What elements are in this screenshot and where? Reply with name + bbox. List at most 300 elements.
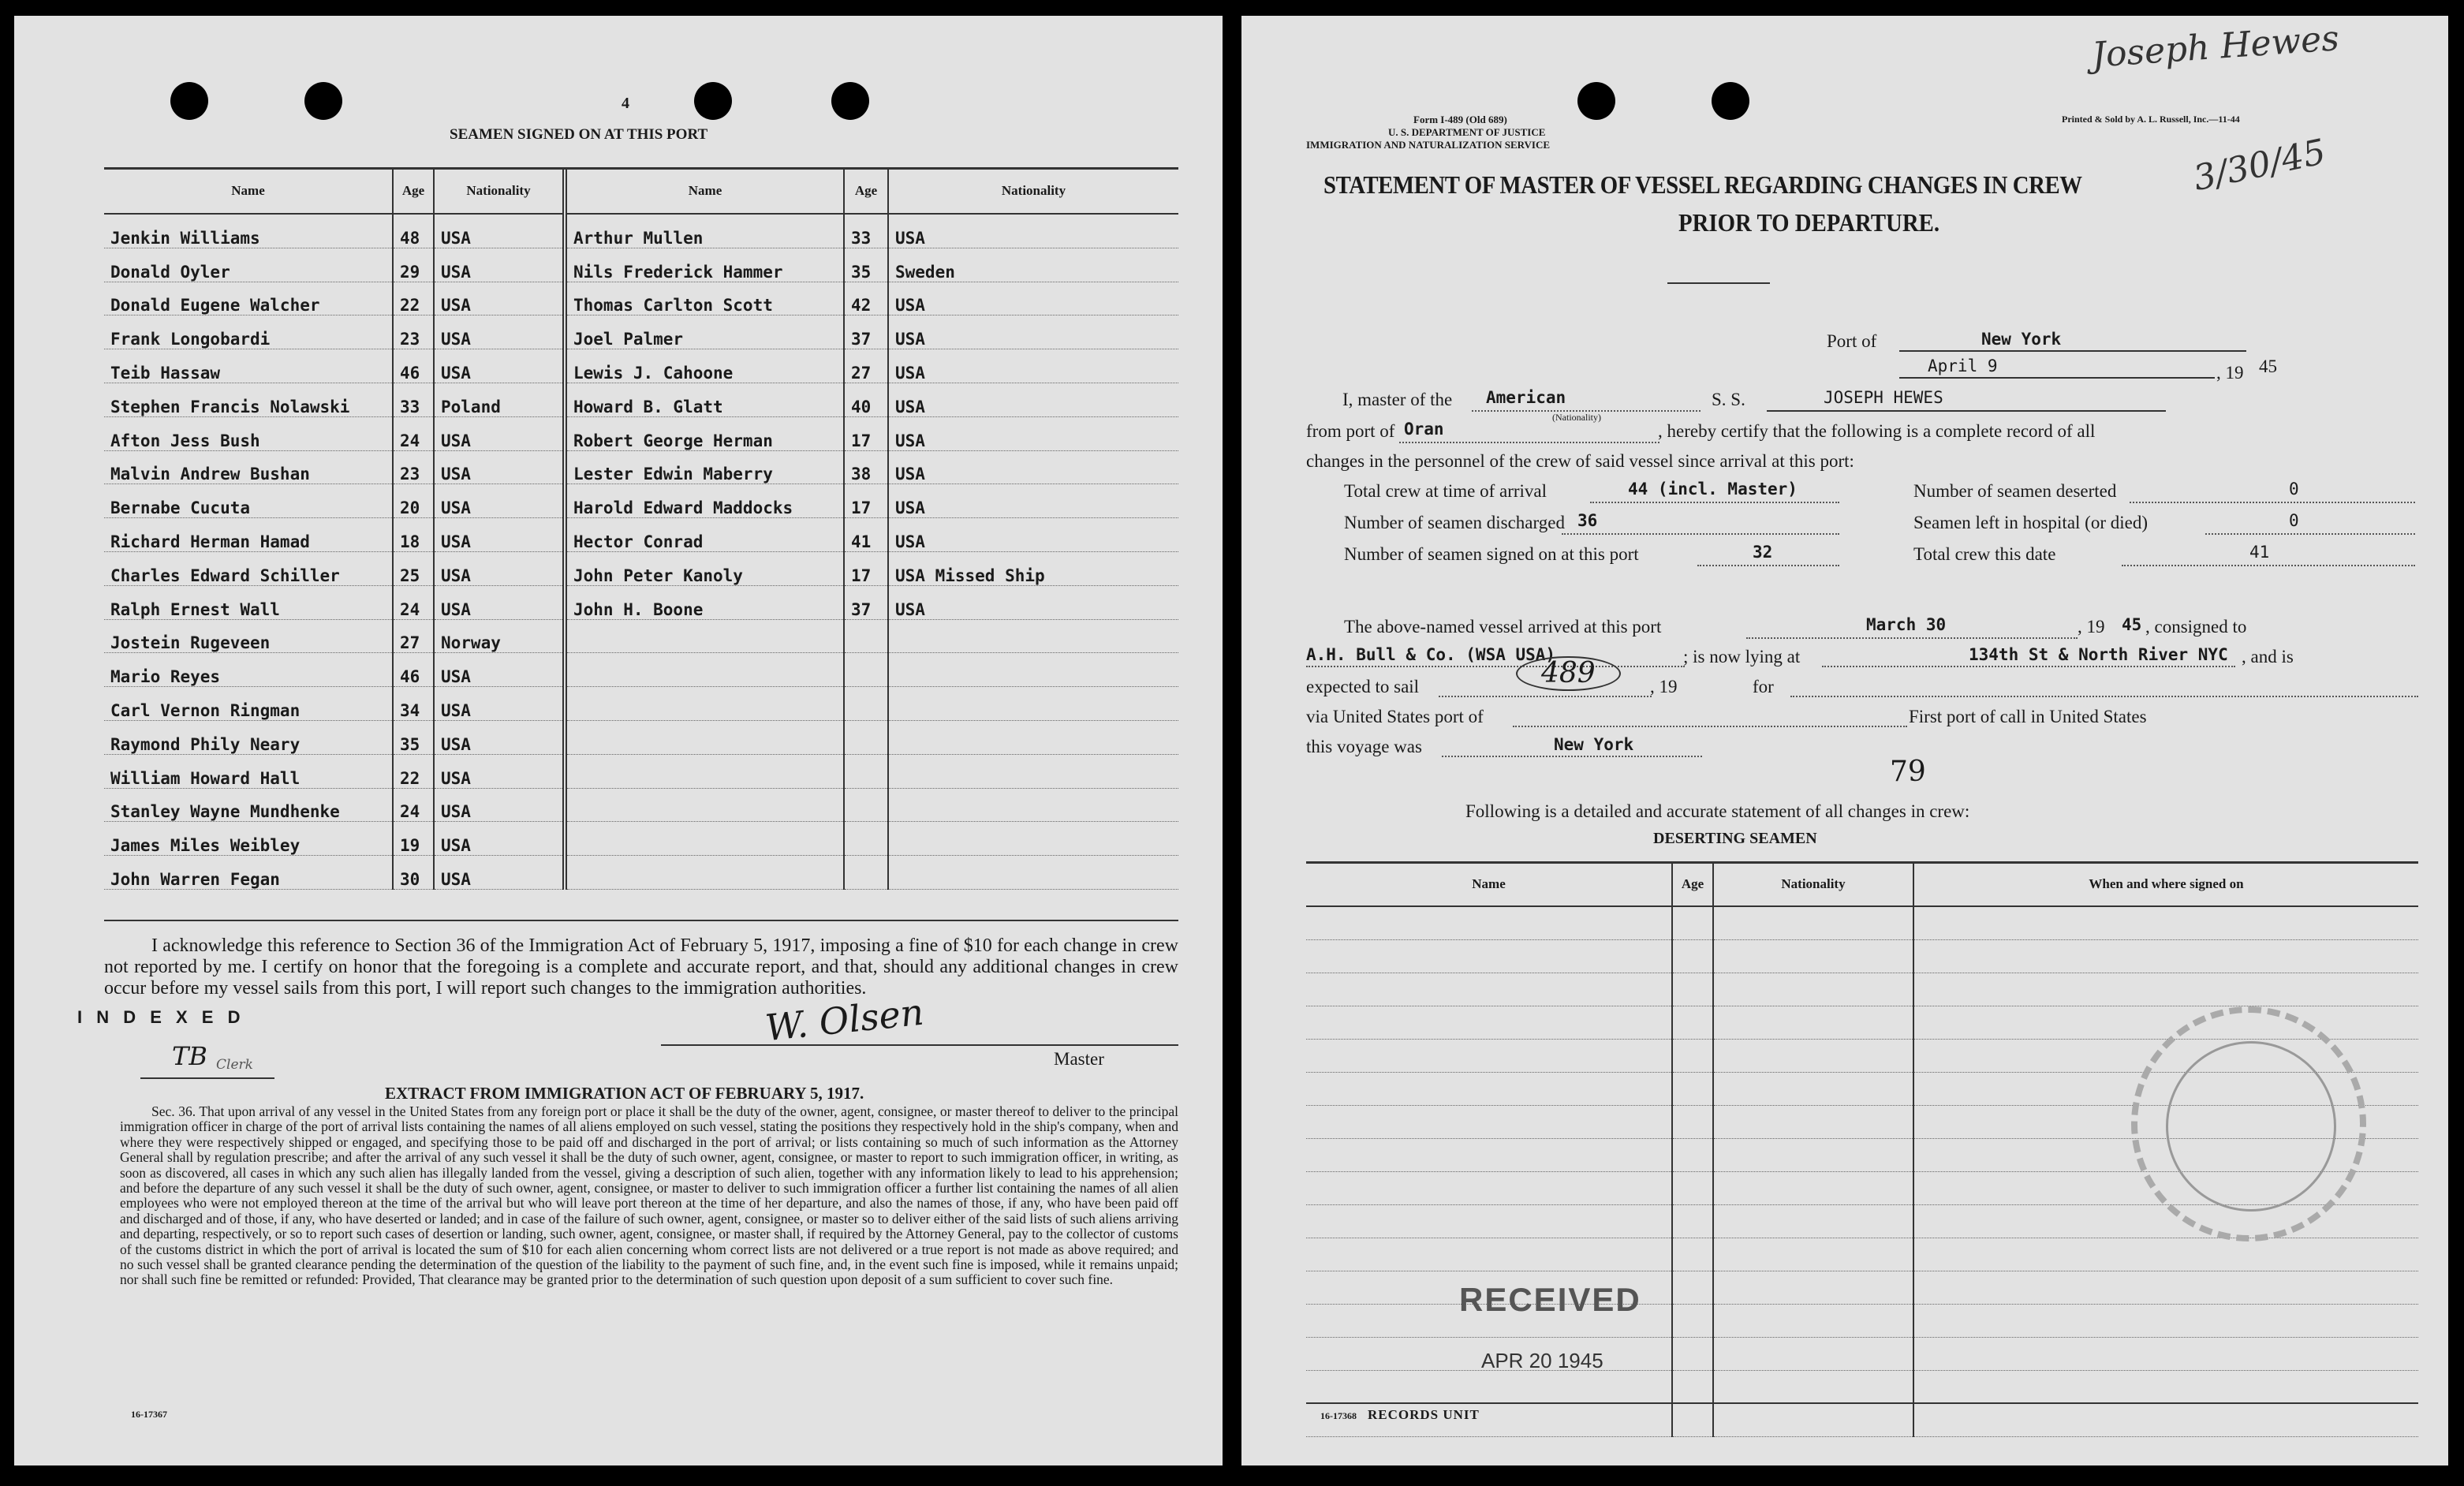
seamen-signed-on-table: [104, 169, 1178, 890]
seaman-age: 19: [393, 822, 434, 856]
title-rule: [1667, 282, 1770, 284]
left-page: [14, 16, 1223, 1465]
seaman-age: 48: [393, 214, 434, 248]
seaman-nationality: Norway: [434, 619, 565, 653]
seaman-nationality: USA: [434, 484, 565, 518]
seaman-age: 33: [393, 383, 434, 416]
column-header-nationality: Nationality: [434, 169, 565, 214]
expected-label: expected to sail: [1306, 677, 1420, 696]
seaman-nationality: USA: [888, 416, 1178, 450]
form-title-line2: PRIOR TO DEPARTURE.: [1678, 208, 1940, 237]
seaman-name: [565, 687, 844, 721]
signed-on-line: [1697, 565, 1839, 566]
empty-cell: [1672, 1139, 1713, 1172]
seaman-age: 29: [393, 248, 434, 282]
column-header-age: Age: [844, 169, 888, 214]
changes-text: changes in the personnel of the crew of said vessel since arrival at this port:: [1306, 451, 1854, 471]
seaman-age: 24: [393, 416, 434, 450]
table-row: [104, 282, 1178, 315]
seaman-nationality: USA: [434, 282, 565, 315]
table-row: [104, 383, 1178, 416]
column-header-nationality: Nationality: [888, 169, 1178, 214]
arrived-year-prefix: , 19: [2078, 617, 2105, 637]
binder-hole: [1577, 82, 1615, 120]
seaman-nationality: USA: [434, 551, 565, 585]
seaman-age: 40: [844, 383, 888, 416]
extract-text: Sec. 36. That upon arrival of any vessel in the United States from any foreign port or place it shall be the duty of the owner, agent, consignee, or master thereof to deliver to the principal immigration officer in charge of the port of arrival lists containing the names of all aliens employed on such vessel, stating the positions they respectively hold in the ship's company, when and where they were respectively shipped or engaged, and specifying those to be paid off and discharged in the port of arrival; or lists containing so much of such information as the Attorney General shall by regulation prescribe; and after the arrival of any such vessel it shall be the duty of such owner, agent, consignee, or master to report to such immigration officer, in writing, as soon as discovered, all cases in which any such alien has illegally landed from the vessel, giving a description of such alien, together with any information likely to lead to his apprehension; and before the departure of any such vessel it shall be the duty of such owner, agent, consignee, or master to deliver to such immigration officer a further list containing the names of all alien employees who were not employed thereon at the time of the arrival but who will leave port thereon at the time of her departure, and also the names of those, if any, who have been paid off and discharged and of those, if any, who have deserted or landed; and in case of the failure of such owner, agent, consignee, or master so to deliver either of the said lists of such aliens arriving and departing, respectively, or so to report such cases of desertion or landing, such owner, agent, consignee, or master shall, if required by the Attorney General, pay to the collector of customs of the customs district in which the port of arrival is located the sum of $10 for each alien concerning whom correct lists are not delivered or a true report is not made as above required; and no such vessel shall be granted clearance pending the determination of the question of the liability to the payment of such fine, and, in the event such fine is imposed, while it remains unpaid; nor shall such fine be remitted or refunded: Provided, That clearance may be granted prior to the determination of such question upon deposit of a sum sufficient to cover such fine.: [120, 1103, 1178, 1288]
signed-on-label: Number of seamen signed on at this port: [1344, 544, 1639, 564]
empty-cell: [1306, 1205, 1672, 1238]
year-value: 45: [2259, 357, 2277, 376]
from-port-line: [1399, 442, 1659, 443]
column-header-name: Name: [104, 169, 393, 214]
seaman-name: John Peter Kanoly: [565, 551, 844, 585]
seaman-nationality: USA: [434, 856, 565, 890]
empty-cell: [1672, 1040, 1713, 1073]
seaman-age: 33: [844, 214, 888, 248]
table-row: [1306, 1238, 2418, 1271]
handwritten-number: 489: [1516, 656, 1621, 691]
expected-year: , 19: [1650, 677, 1678, 696]
seaman-age: [844, 788, 888, 822]
date-value: April 9: [1928, 357, 1998, 375]
page-count: 79: [1890, 756, 1926, 788]
seaman-nationality: USA: [434, 518, 565, 552]
seaman-age: [844, 720, 888, 754]
seaman-name: [565, 822, 844, 856]
seaman-age: 22: [393, 282, 434, 315]
discharged-line: [1562, 533, 1839, 535]
seaman-name: Ralph Ernest Wall: [104, 585, 393, 619]
table-row: [104, 822, 1178, 856]
table-row: [104, 450, 1178, 484]
empty-cell: [1672, 1338, 1713, 1371]
seaman-name: [565, 788, 844, 822]
table-row: [1306, 1371, 2418, 1404]
table-row: [104, 349, 1178, 383]
form-code-right: 16-17368: [1320, 1410, 1357, 1421]
seaman-name: Jenkin Williams: [104, 214, 393, 248]
empty-cell: [1713, 1338, 1913, 1371]
seaman-name: Lewis J. Cahoone: [565, 349, 844, 383]
seaman-nationality: [888, 754, 1178, 788]
empty-cell: [1306, 906, 1672, 940]
seaman-age: 46: [393, 349, 434, 383]
table-bottom-rule: [104, 920, 1178, 921]
seaman-name: Howard B. Glatt: [565, 383, 844, 416]
seaman-nationality: USA: [434, 788, 565, 822]
table-row: [1306, 973, 2418, 1006]
empty-cell: [1672, 1205, 1713, 1238]
binder-hole: [304, 82, 342, 120]
consigned-label: , consigned to: [2145, 617, 2247, 637]
seaman-nationality: [888, 619, 1178, 653]
empty-cell: [1306, 1371, 1672, 1404]
handwritten-ship-name: Joseph Hewes: [2090, 18, 2341, 76]
expected-line: [1439, 696, 1652, 697]
seaman-name: John H. Boone: [565, 585, 844, 619]
empty-cell: [1672, 906, 1713, 940]
nationality-value: American: [1486, 388, 1566, 407]
empty-cell: [1713, 1073, 1913, 1106]
records-unit: RECORDS UNIT: [1368, 1407, 1480, 1422]
first-call-label: First port of call in United States: [1909, 707, 2147, 726]
seaman-nationality: USA: [434, 822, 565, 856]
empty-cell: [1913, 940, 2418, 973]
empty-cell: [1913, 1404, 2418, 1437]
seaman-nationality: USA: [888, 214, 1178, 248]
seaman-age: 30: [393, 856, 434, 890]
seaman-nationality: USA: [888, 315, 1178, 349]
consignee-line: [1306, 666, 1685, 667]
total-arrival-line: [1590, 502, 1839, 503]
seaman-age: 42: [844, 282, 888, 315]
seaman-nationality: USA: [434, 653, 565, 687]
seaman-name: Bernabe Cucuta: [104, 484, 393, 518]
empty-cell: [1713, 1404, 1913, 1437]
seaman-age: [844, 619, 888, 653]
seaman-name: Hector Conrad: [565, 518, 844, 552]
seaman-nationality: USA: [434, 687, 565, 721]
seaman-name: Arthur Mullen: [565, 214, 844, 248]
ss-label: S. S.: [1712, 390, 1745, 409]
port-label: Port of: [1827, 331, 1877, 351]
seaman-age: 25: [393, 551, 434, 585]
empty-cell: [1306, 940, 1672, 973]
empty-cell: [1713, 906, 1913, 940]
seaman-age: 17: [844, 484, 888, 518]
seaman-age: 38: [844, 450, 888, 484]
right-page: [1241, 16, 2448, 1465]
seaman-nationality: USA: [434, 450, 565, 484]
and-is: , and is: [2242, 647, 2294, 666]
deserted-line: [2130, 502, 2415, 503]
seaman-nationality: USA: [888, 484, 1178, 518]
seaman-nationality: USA: [434, 416, 565, 450]
seaman-nationality: Sweden: [888, 248, 1178, 282]
arrived-label: The above-named vessel arrived at this port: [1344, 617, 1662, 637]
empty-cell: [1713, 1040, 1913, 1073]
empty-cell: [1713, 1139, 1913, 1172]
empty-cell: [1913, 906, 2418, 940]
desert-header-signed-on: When and where signed on: [1913, 863, 2418, 906]
seaman-nationality: USA: [434, 754, 565, 788]
seaman-name: Stanley Wayne Mundhenke: [104, 788, 393, 822]
clerk-line: [140, 1077, 274, 1079]
empty-cell: [1913, 1006, 2418, 1040]
total-date-value: 41: [2249, 543, 2270, 562]
empty-cell: [1306, 1172, 1672, 1205]
table-row: [104, 248, 1178, 282]
seaman-age: 23: [393, 450, 434, 484]
table-row: [1306, 1338, 2418, 1371]
total-arrival-value: 44 (incl. Master): [1628, 480, 1798, 498]
empty-cell: [1713, 1238, 1913, 1271]
table-row: [104, 720, 1178, 754]
empty-cell: [1306, 1238, 1672, 1271]
column-header-age: Age: [393, 169, 434, 214]
seaman-age: 27: [393, 619, 434, 653]
empty-cell: [1713, 1305, 1913, 1338]
seaman-age: 17: [844, 551, 888, 585]
seaman-age: 20: [393, 484, 434, 518]
seaman-age: 35: [393, 720, 434, 754]
table-row: [104, 484, 1178, 518]
for-label: for: [1753, 677, 1774, 696]
lying-line: [1822, 666, 2235, 667]
seaman-nationality: USA: [434, 248, 565, 282]
nationality-caption: (Nationality): [1552, 412, 1601, 423]
seaman-name: Mario Reyes: [104, 653, 393, 687]
empty-cell: [1306, 973, 1672, 1006]
form-number: Form I-489 (Old 689): [1413, 114, 1507, 125]
year-prefix: , 19: [2216, 363, 2244, 383]
seaman-name: William Howard Hall: [104, 754, 393, 788]
signature-line: [661, 1044, 1178, 1046]
voyage-label: this voyage was: [1306, 737, 1422, 756]
voyage-value: New York: [1554, 735, 1634, 754]
empty-cell: [1713, 940, 1913, 973]
empty-cell: [1713, 1006, 1913, 1040]
seaman-age: 35: [844, 248, 888, 282]
desert-header-nationality: Nationality: [1713, 863, 1913, 906]
seaman-name: [565, 754, 844, 788]
hospital-line: [2205, 533, 2415, 535]
clerk-initials: TB: [172, 1041, 207, 1071]
empty-cell: [1913, 1371, 2418, 1404]
seaman-name: [565, 856, 844, 890]
seaman-nationality: USA: [888, 349, 1178, 383]
empty-cell: [1672, 1006, 1713, 1040]
seaman-age: 37: [844, 585, 888, 619]
empty-cell: [1713, 1205, 1913, 1238]
page-number: 4: [622, 95, 629, 112]
seaman-age: [844, 754, 888, 788]
binder-hole: [170, 82, 208, 120]
service: IMMIGRATION AND NATURALIZATION SERVICE: [1306, 139, 1551, 151]
consignee: A.H. Bull & Co. (WSA USA): [1306, 645, 1556, 664]
table-row: [104, 416, 1178, 450]
port-value: New York: [1981, 330, 2062, 349]
empty-cell: [1672, 973, 1713, 1006]
seaman-age: 18: [393, 518, 434, 552]
seaman-nationality: USA: [434, 349, 565, 383]
seaman-name: Raymond Phily Neary: [104, 720, 393, 754]
empty-cell: [1713, 973, 1913, 1006]
table-row: [104, 754, 1178, 788]
seaman-age: 23: [393, 315, 434, 349]
seaman-name: Thomas Carlton Scott: [565, 282, 844, 315]
seaman-name: [565, 653, 844, 687]
seaman-nationality: USA: [888, 585, 1178, 619]
deserted-value: 0: [2289, 480, 2299, 498]
empty-cell: [1672, 940, 1713, 973]
seaman-nationality: [888, 687, 1178, 721]
seaman-nationality: USA: [434, 214, 565, 248]
received-stamp: RECEIVED: [1459, 1281, 1641, 1318]
deserting-title: DESERTING SEAMEN: [1653, 830, 1817, 847]
seaman-nationality: USA: [434, 720, 565, 754]
seaman-nationality: [888, 856, 1178, 890]
seaman-age: 34: [393, 687, 434, 721]
table-row: [104, 619, 1178, 653]
from-port-label: from port of: [1306, 421, 1395, 441]
seaman-age: 46: [393, 653, 434, 687]
table-row: [104, 551, 1178, 585]
seaman-name: Stephen Francis Nolawski: [104, 383, 393, 416]
port-line: [1899, 350, 2246, 352]
seaman-name: Donald Oyler: [104, 248, 393, 282]
seaman-nationality: [888, 822, 1178, 856]
empty-cell: [1713, 1371, 1913, 1404]
discharged-value: 36: [1577, 511, 1598, 530]
ship-name: JOSEPH HEWES: [1824, 388, 1943, 407]
empty-cell: [1306, 1040, 1672, 1073]
table-row: [1306, 906, 2418, 940]
date-line: [1899, 377, 2215, 379]
column-header-name: Name: [565, 169, 844, 214]
empty-cell: [1672, 1172, 1713, 1205]
seaman-nationality: USA Missed Ship: [888, 551, 1178, 585]
empty-cell: [1913, 1205, 2418, 1238]
seaman-nationality: [888, 788, 1178, 822]
seaman-name: Jostein Rugeveen: [104, 619, 393, 653]
table-row: [104, 687, 1178, 721]
master-signature: W. Olsen: [763, 990, 926, 1050]
seaman-nationality: USA: [888, 282, 1178, 315]
seaman-age: [844, 687, 888, 721]
lying-label: ; is now lying at: [1683, 647, 1801, 666]
seaman-name: [565, 720, 844, 754]
empty-cell: [1713, 1271, 1913, 1305]
via-line: [1513, 726, 1907, 727]
seaman-age: 27: [844, 349, 888, 383]
seaman-age: [844, 856, 888, 890]
seaman-name: [565, 619, 844, 653]
empty-cell: [1713, 1172, 1913, 1205]
empty-cell: [1672, 1305, 1713, 1338]
seaman-nationality: [888, 653, 1178, 687]
seaman-age: 24: [393, 788, 434, 822]
empty-cell: [1306, 1073, 1672, 1106]
total-date-label: Total crew this date: [1913, 544, 2056, 564]
empty-cell: [1672, 1404, 1713, 1437]
deserted-label: Number of seamen deserted: [1913, 481, 2117, 501]
empty-cell: [1672, 1106, 1713, 1139]
indexed-stamp: I N D E X E D: [77, 1007, 245, 1027]
seaman-age: [844, 653, 888, 687]
seaman-name: Joel Palmer: [565, 315, 844, 349]
table-row: [104, 788, 1178, 822]
department: U. S. DEPARTMENT OF JUSTICE: [1388, 126, 1546, 138]
certify-text: , hereby certify that the following is a complete record of all: [1658, 421, 2096, 441]
voyage-line: [1442, 756, 1702, 757]
ship-name-line: [1767, 410, 2166, 412]
for-line: [1790, 696, 2418, 697]
seaman-name: Richard Herman Hamad: [104, 518, 393, 552]
total-arrival-label: Total crew at time of arrival: [1344, 481, 1547, 501]
seaman-age: 24: [393, 585, 434, 619]
seaman-name: Donald Eugene Walcher: [104, 282, 393, 315]
seaman-name: Carl Vernon Ringman: [104, 687, 393, 721]
table-row: [104, 856, 1178, 890]
seaman-nationality: Poland: [434, 383, 565, 416]
following-text: Following is a detailed and accurate statement of all changes in crew:: [1465, 801, 1970, 821]
seaman-nationality: USA: [888, 450, 1178, 484]
desert-table-bottom-rule: [1306, 1402, 2418, 1404]
empty-cell: [1672, 1371, 1713, 1404]
empty-cell: [1306, 1106, 1672, 1139]
hospital-label: Seamen left in hospital (or died): [1913, 513, 2149, 532]
seaman-name: Teib Hassaw: [104, 349, 393, 383]
arrived-line: [1746, 637, 2078, 639]
empty-cell: [1913, 1271, 2418, 1305]
table-row: [104, 585, 1178, 619]
empty-cell: [1306, 1404, 1672, 1437]
seaman-name: Charles Edward Schiller: [104, 551, 393, 585]
binder-hole: [831, 82, 869, 120]
seaman-name: Nils Frederick Hammer: [565, 248, 844, 282]
empty-cell: [1306, 1139, 1672, 1172]
empty-cell: [1306, 1006, 1672, 1040]
printer-notice: Printed & Sold by A. L. Russell, Inc.—11-44: [2062, 114, 2240, 125]
empty-cell: [1913, 973, 2418, 1006]
seaman-name: Lester Edwin Maberry: [565, 450, 844, 484]
arrived-year: 45: [2122, 615, 2142, 634]
seaman-nationality: USA: [434, 585, 565, 619]
discharged-label: Number of seamen discharged: [1344, 513, 1565, 532]
desert-header-age: Age: [1672, 863, 1713, 906]
master-of-label: I, master of the: [1342, 390, 1453, 409]
seaman-age: 17: [844, 416, 888, 450]
seaman-age: 22: [393, 754, 434, 788]
total-date-line: [2122, 565, 2415, 566]
form-code: 16-17367: [131, 1409, 167, 1420]
lying-value: 134th St & North River NYC: [1969, 645, 2228, 664]
master-label: Master: [1054, 1049, 1104, 1069]
empty-cell: [1913, 1338, 2418, 1371]
empty-cell: [1913, 1238, 2418, 1271]
empty-cell: [1913, 1305, 2418, 1338]
table-row: [104, 653, 1178, 687]
seaman-age: [844, 822, 888, 856]
form-title-line1: STATEMENT OF MASTER OF VESSEL REGARDING CHANGES IN CREW: [1323, 170, 2082, 199]
hospital-value: 0: [2289, 511, 2299, 530]
received-date: APR 20 1945: [1481, 1349, 1603, 1372]
signed-on-value: 32: [1753, 543, 1773, 562]
extract-title: EXTRACT FROM IMMIGRATION ACT OF FEBRUARY 5, 1917.: [385, 1084, 864, 1103]
seaman-nationality: [888, 720, 1178, 754]
seaman-name: John Warren Fegan: [104, 856, 393, 890]
seaman-name: Harold Edward Maddocks: [565, 484, 844, 518]
handwritten-date: 3/30/45: [2190, 131, 2330, 200]
seaman-name: Frank Longobardi: [104, 315, 393, 349]
table-row: [104, 214, 1178, 248]
empty-cell: [1713, 1106, 1913, 1139]
desert-header-name: Name: [1306, 863, 1672, 906]
seaman-nationality: USA: [888, 383, 1178, 416]
seaman-age: 41: [844, 518, 888, 552]
binder-hole: [1712, 82, 1749, 120]
table-row: [104, 518, 1178, 552]
postmark-inner-ring: [2166, 1041, 2336, 1212]
seaman-name: Robert George Herman: [565, 416, 844, 450]
clerk-label: Clerk: [216, 1057, 253, 1073]
seaman-name: Afton Jess Bush: [104, 416, 393, 450]
seaman-nationality: USA: [434, 315, 565, 349]
via-label: via United States port of: [1306, 707, 1484, 726]
seaman-name: Malvin Andrew Bushan: [104, 450, 393, 484]
